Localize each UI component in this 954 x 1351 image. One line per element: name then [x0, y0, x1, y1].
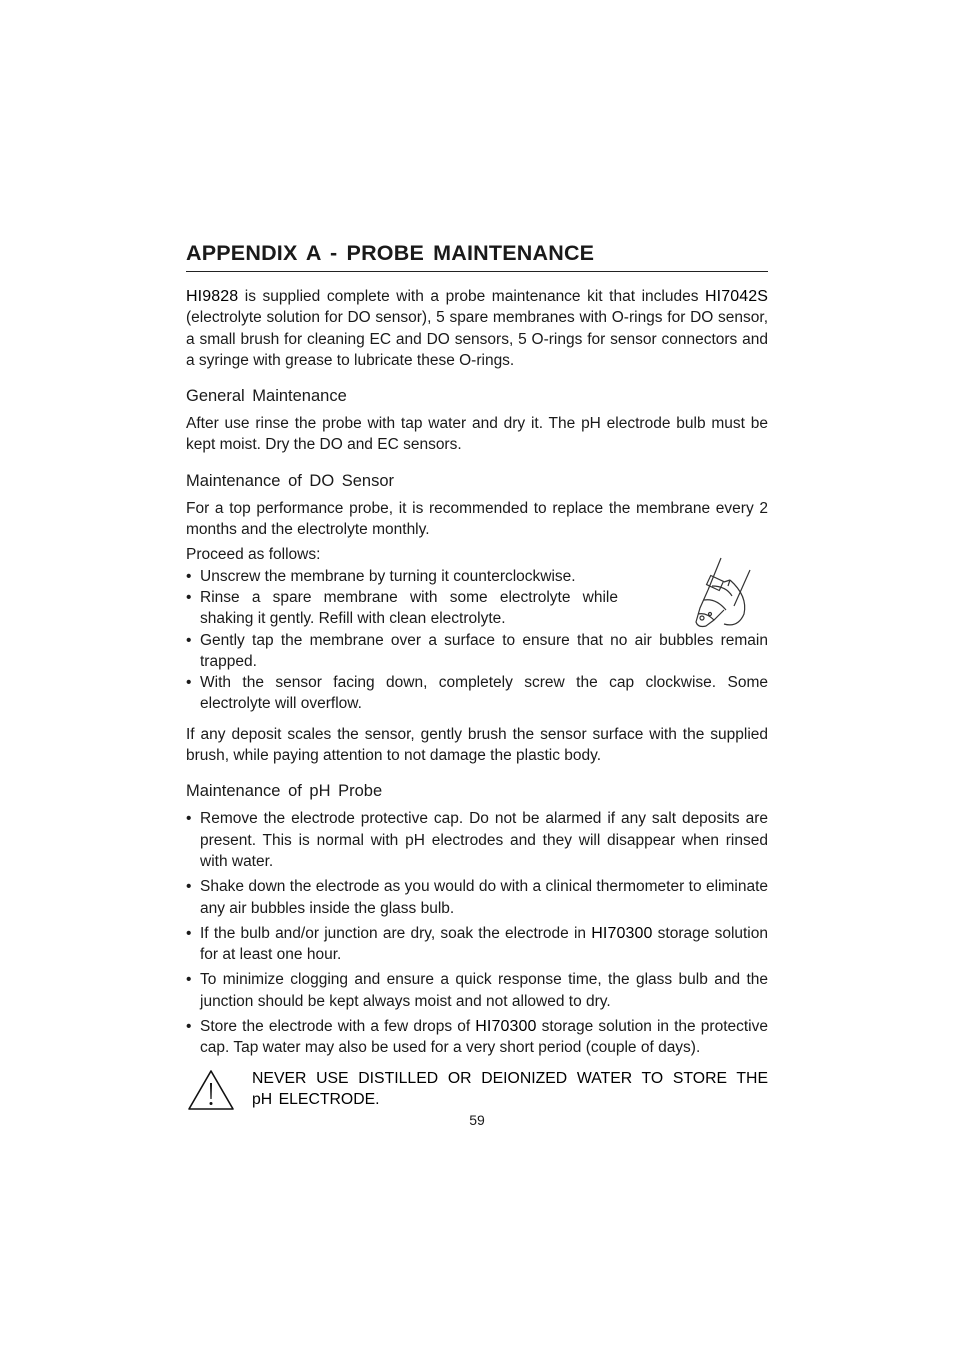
warning-block: [186, 1068, 768, 1114]
ph-steps-list: [186, 808, 768, 1058]
page-title: APPENDIX A - PROBE MAINTENANCE: [186, 238, 768, 272]
product-code: HI7042S: [705, 288, 768, 305]
list-item: • Shake down the electrode as you would do with a clinical thermometer to eliminate any air bubbles inside the glass bulb.: [186, 878, 768, 917]
list-item: • Rinse a spare membrane with some electrolyte while shaking it gently. Refill with clean electrolyte.: [186, 588, 618, 628]
list-item: • If the bulb and/or junction are dry, soak the electrode in HI70300 storage solution for at least one hour.: [186, 924, 768, 964]
list-item: • With the sensor facing down, completely screw the cap clockwise. Some electrolyte will overflow.: [186, 674, 768, 713]
section-heading-do-sensor: Maintenance of DO Sensor: [186, 471, 395, 490]
proceed-text: Proceed as follows:: [186, 546, 321, 564]
section-heading-ph-probe: Maintenance of pH Probe: [186, 782, 383, 801]
do-sensor-block: [186, 498, 768, 715]
warning-triangle-icon: [186, 1068, 236, 1112]
do-steps-list: [186, 566, 768, 715]
warning-text: NEVER USE DISTILLED OR DEIONIZED WATER TO STORE THE pH ELECTRODE.: [252, 1069, 768, 1108]
list-item: • To minimize clogging and ensure a quick response time, the glass bulb and the junction should be kept always moist and not allowed to dry.: [186, 971, 768, 1010]
do-sensor-paragraph: For a top performance probe, it is recommended to replace the membrane every 2 months and the electrolyte monthly.: [186, 499, 768, 539]
product-code: HI70300: [475, 1018, 537, 1036]
list-item: • Remove the electrode protective cap. Do not be alarmed if any salt deposits are present. This is normal with pH electrodes and they will disappear when rinsed with water.: [186, 810, 768, 870]
general-paragraph: After use rinse the probe with tap water and dry it. The pH electrode bulb must be kept moist. Dry the DO and EC sensors.: [186, 415, 768, 454]
deposit-paragraph: If any deposit scales the sensor, gently brush the sensor surface with the supplied brush, while paying attention to not damage the plastic body.: [186, 725, 768, 765]
page-number: 59: [469, 1112, 485, 1128]
list-item: • Gently tap the membrane over a surface to ensure that no air bubbles remain trapped.: [186, 631, 768, 670]
list-item: • Unscrew the membrane by turning it counterclockwise.: [186, 567, 576, 585]
page-content: [186, 238, 768, 1114]
product-code: HI9828: [186, 288, 239, 305]
intro-paragraph: HI9828 is supplied complete with a probe maintenance kit that includes HI7042S (electrolyte solution for DO sensor), 5 spare membranes with O-rings for DO sensor, a small brush for cleaning EC and DO sensors, 5 O-rings for sensor connectors and a syringe with grease to lubricate these O-rings.: [186, 288, 768, 369]
section-heading-general: General Maintenance: [186, 387, 347, 406]
product-code: HI70300: [591, 924, 653, 942]
list-item: • Store the electrode with a few drops of HI70300 storage solution in the protective cap. Tap water may also be used for a very short period (couple of days).: [186, 1018, 768, 1057]
probe-unscrew-illustration: [686, 556, 756, 636]
